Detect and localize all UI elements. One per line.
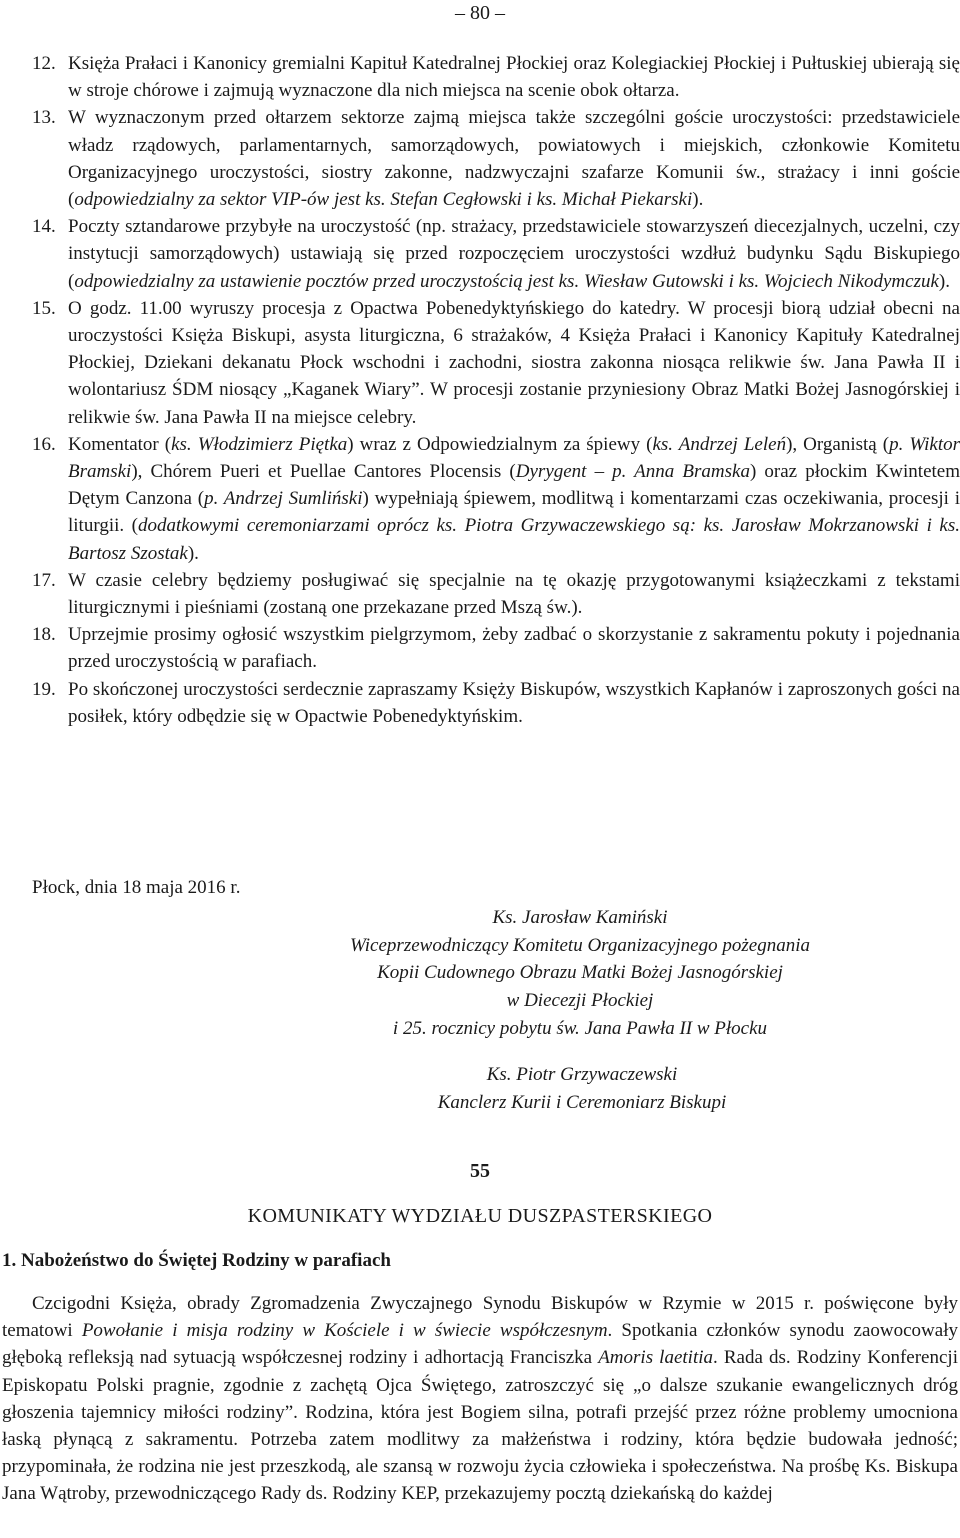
signature-title-line: w Diecezji Płockiej [506,990,654,1012]
item-number: 13. [32,107,56,129]
section-title: KOMUNIKATY WYDZIAŁU DUSZPASTERSKIEGO [247,1205,713,1227]
text-run: W wyznaczonym przed ołtarzem sektorze zajmą miejsca także szczególni goście uroczystości: przedstawiciele władz rządowych, parlamentarnych, samorządowych, powiatowych i miejskich, członkowie Komitetu Organizacyjnego uroczystości, siostry zakonne, nadzwyczajni szafarze Komunii św., strażacy i inni goście ( [68,107,960,211]
text-run: Księża Prałaci i Kanonicy gremialni Kapituł Katedralnej Płockiej oraz Kolegiackiej Płockiej i Pułtuskiej ubierają się w stroje chórowe i zajmują wyznaczone dla nich miejsca na scenie obok ołtarza. [68,53,960,102]
italic-text: p. Andrzej Sumliński [204,488,363,510]
signature-title-line: Wiceprzewodniczący Komitetu Organizacyjnego pożegnania [350,934,810,956]
text-run: O godz. 11.00 wyruszy procesja z Opactwa Pobenedyktyńskiego do katedry. W procesji biorą udział obecni na uroczystości Księża Biskupi, asysta liturgiczna, 6 strażaków, 4 Księża Prałaci i Kanonicy Kapituły Katedralnej Płockiej, Dziekani dekanatu Płock wschodni i zachodni, siostra zakonna niosąca relikwie św. Jana Pawła II i wolontariusz ŚDM niosący „Kaganek Wiary”. W procesji zostanie przyniesiony Obraz Matki Bożej Jasnogórskiej i relikwie św. Jana Pawła II na miejsce celebry. [68,297,960,428]
text-run: Czcigodni Księża, obrady Zgromadzenia Zwyczajnego Synodu Biskupów w Rzymie w 2015 r. poświęcone były tematowi [2,1293,958,1342]
item-number: 18. [32,624,56,646]
text-run: ). [187,542,199,564]
italic-text: Dyrygent – p. Anna Bramska [515,461,750,483]
italic-text: dodatkowymi ceremoniarzami oprócz ks. Piotra Grzywaczewskiego są: ks. Jarosław Mokrzanowski i ks. Bartosz Szostak [68,515,960,564]
signature-name: Ks. Jarosław Kamiński [492,907,668,928]
list-item [32,676,960,730]
italic-text: Amoris laetitia [598,1347,714,1369]
item-number: 17. [32,569,56,591]
program-list [32,50,960,730]
body-paragraph [2,1290,958,1508]
item-text [68,53,960,101]
list-item [32,621,960,675]
item-number: 16. [32,433,56,455]
text-run: Komentator ( [68,433,172,455]
list-item [32,567,960,621]
text-run: Uprzejmie prosimy ogłosić wszystkim pielgrzymom, żeby zadbać o skorzystanie z sakramentu pokuty i pojednania przed uroczystością w parafiach. [68,624,960,673]
text-run: . Spotkania członków synodu zaowocowały głęboką refleksją nad sytuacją współczesnej rodziny i adhortacją Franciszka [2,1320,958,1369]
italic-text: odpowiedzialny za sektor VIP-ów jest ks. Stefan Cegłowski i ks. Michał Piekarski [74,189,693,211]
item-text [68,570,960,618]
item-number: 14. [32,216,56,238]
signature-title-line: i 25. rocznicy pobytu św. Jana Pawła II w Płocku [392,1017,768,1039]
item-text [68,298,960,428]
item-text [68,624,960,672]
subheading: 1. Nabożeństwo do Świętej Rodziny w parafiach [2,1250,391,1271]
item-text [68,107,960,210]
italic-text: p. Wiktor Bramski [68,433,960,483]
item-number: 15. [32,297,56,319]
page-number: – 80 – [455,2,505,24]
italic-text: Powołanie i misja rodziny w Kościele i w świecie współczesnym [81,1320,608,1342]
item-text [68,216,960,291]
text-run: Poczty sztandarowe przybyłe na uroczystość (np. strażacy, przedstawiciele stowarzyszeń diecezjalnych, uczelni, czy instytucji samorządowych) ustawiają się przed rozpoczęciem uroczystości wzdłuż budynku Sądu Biskupiego ( [68,216,960,292]
text-run: ). [938,270,950,292]
text-run: ) oraz płockim Kwintetem Dętym Canzona ( [68,461,960,510]
item-text [68,679,960,727]
item-number: 12. [32,53,56,74]
text-run: . Rada ds. Rodziny Konferencji Episkopatu Polski pragnie, zgodnie z zachętą Ojca Świętego, zatroszczyć się „o dalsze szukanie ewangelicznych dróg głoszenia tajemnicy miłości rodziny”. Rodzina, która jest Bogiem silna, potrafi przejść przez różne problemy umocniona łaską płynącą z sakramentu. Potrzeba zatem modlitwy za małżeństwa i rodziny, która będzie budowała jedność; przypominała, że rodzina nie jest przeszkodą, ale szansą w rozwoju życia człowieka i społeczeństwa. Na prośbę Ks. Biskupa Jana Wątroby, przewodniczącego Rady ds. Rodziny KEP, przekazujemy pocztą dziekańską do każdej [2,1347,958,1505]
list-item [32,50,960,104]
text-run: Po skończonej uroczystości serdecznie zapraszamy Księży Biskupów, wszystkich Kapłanów i zaproszonych gości na posiłek, który odbędzie się w Opactwie Pobenedyktyńskim. [68,678,960,727]
list-item [32,295,960,431]
item-number: 19. [32,678,56,700]
signature-block-kaminski [200,904,960,1043]
text-run: ) wypełniają śpiewem, modlitwą i komentarzami czas oczekiwania, procesji i liturgii. ( [68,488,960,537]
text-run: ). [692,189,704,211]
text-run: ), Chórem Pueri et Puellae Cantores Plocensis ( [131,461,516,483]
italic-text: odpowiedzialny za ustawienie pocztów przed uroczystością jest ks. Wiesław Gutowski i ks. Wojciech Nikodymczuk [74,270,939,292]
list-item [32,104,960,213]
italic-text: ks. Andrzej Leleń [652,433,787,455]
signature-name: Ks. Piotr Grzywaczewski [486,1064,678,1085]
text-run: W czasie celebry będziemy posługiwać się specjalnie na tę okazję przygotowanymi książeczkami z tekstami liturgicznymi i pieśniami (zostaną one przekazane przed Mszą św.). [68,569,960,619]
list-item [32,431,960,567]
item-text [68,434,960,564]
list-item [32,213,960,295]
text-run: ), Organistą ( [786,433,890,455]
signature-block-grzywaczewski [356,1061,808,1117]
signature-title-line: Kanclerz Kurii i Ceremoniarz Biskupi [437,1092,727,1113]
section-number: 55 [470,1160,490,1182]
place-date: Płock, dnia 18 maja 2016 r. [32,877,241,898]
signature-title-line: Kopii Cudownego Obrazu Matki Bożej Jasnogórskiej [377,962,783,984]
italic-text: ks. Włodzimierz Piętka [171,433,348,455]
text-run: ) wraz z Odpowiedzialnym za śpiewy ( [347,433,653,455]
